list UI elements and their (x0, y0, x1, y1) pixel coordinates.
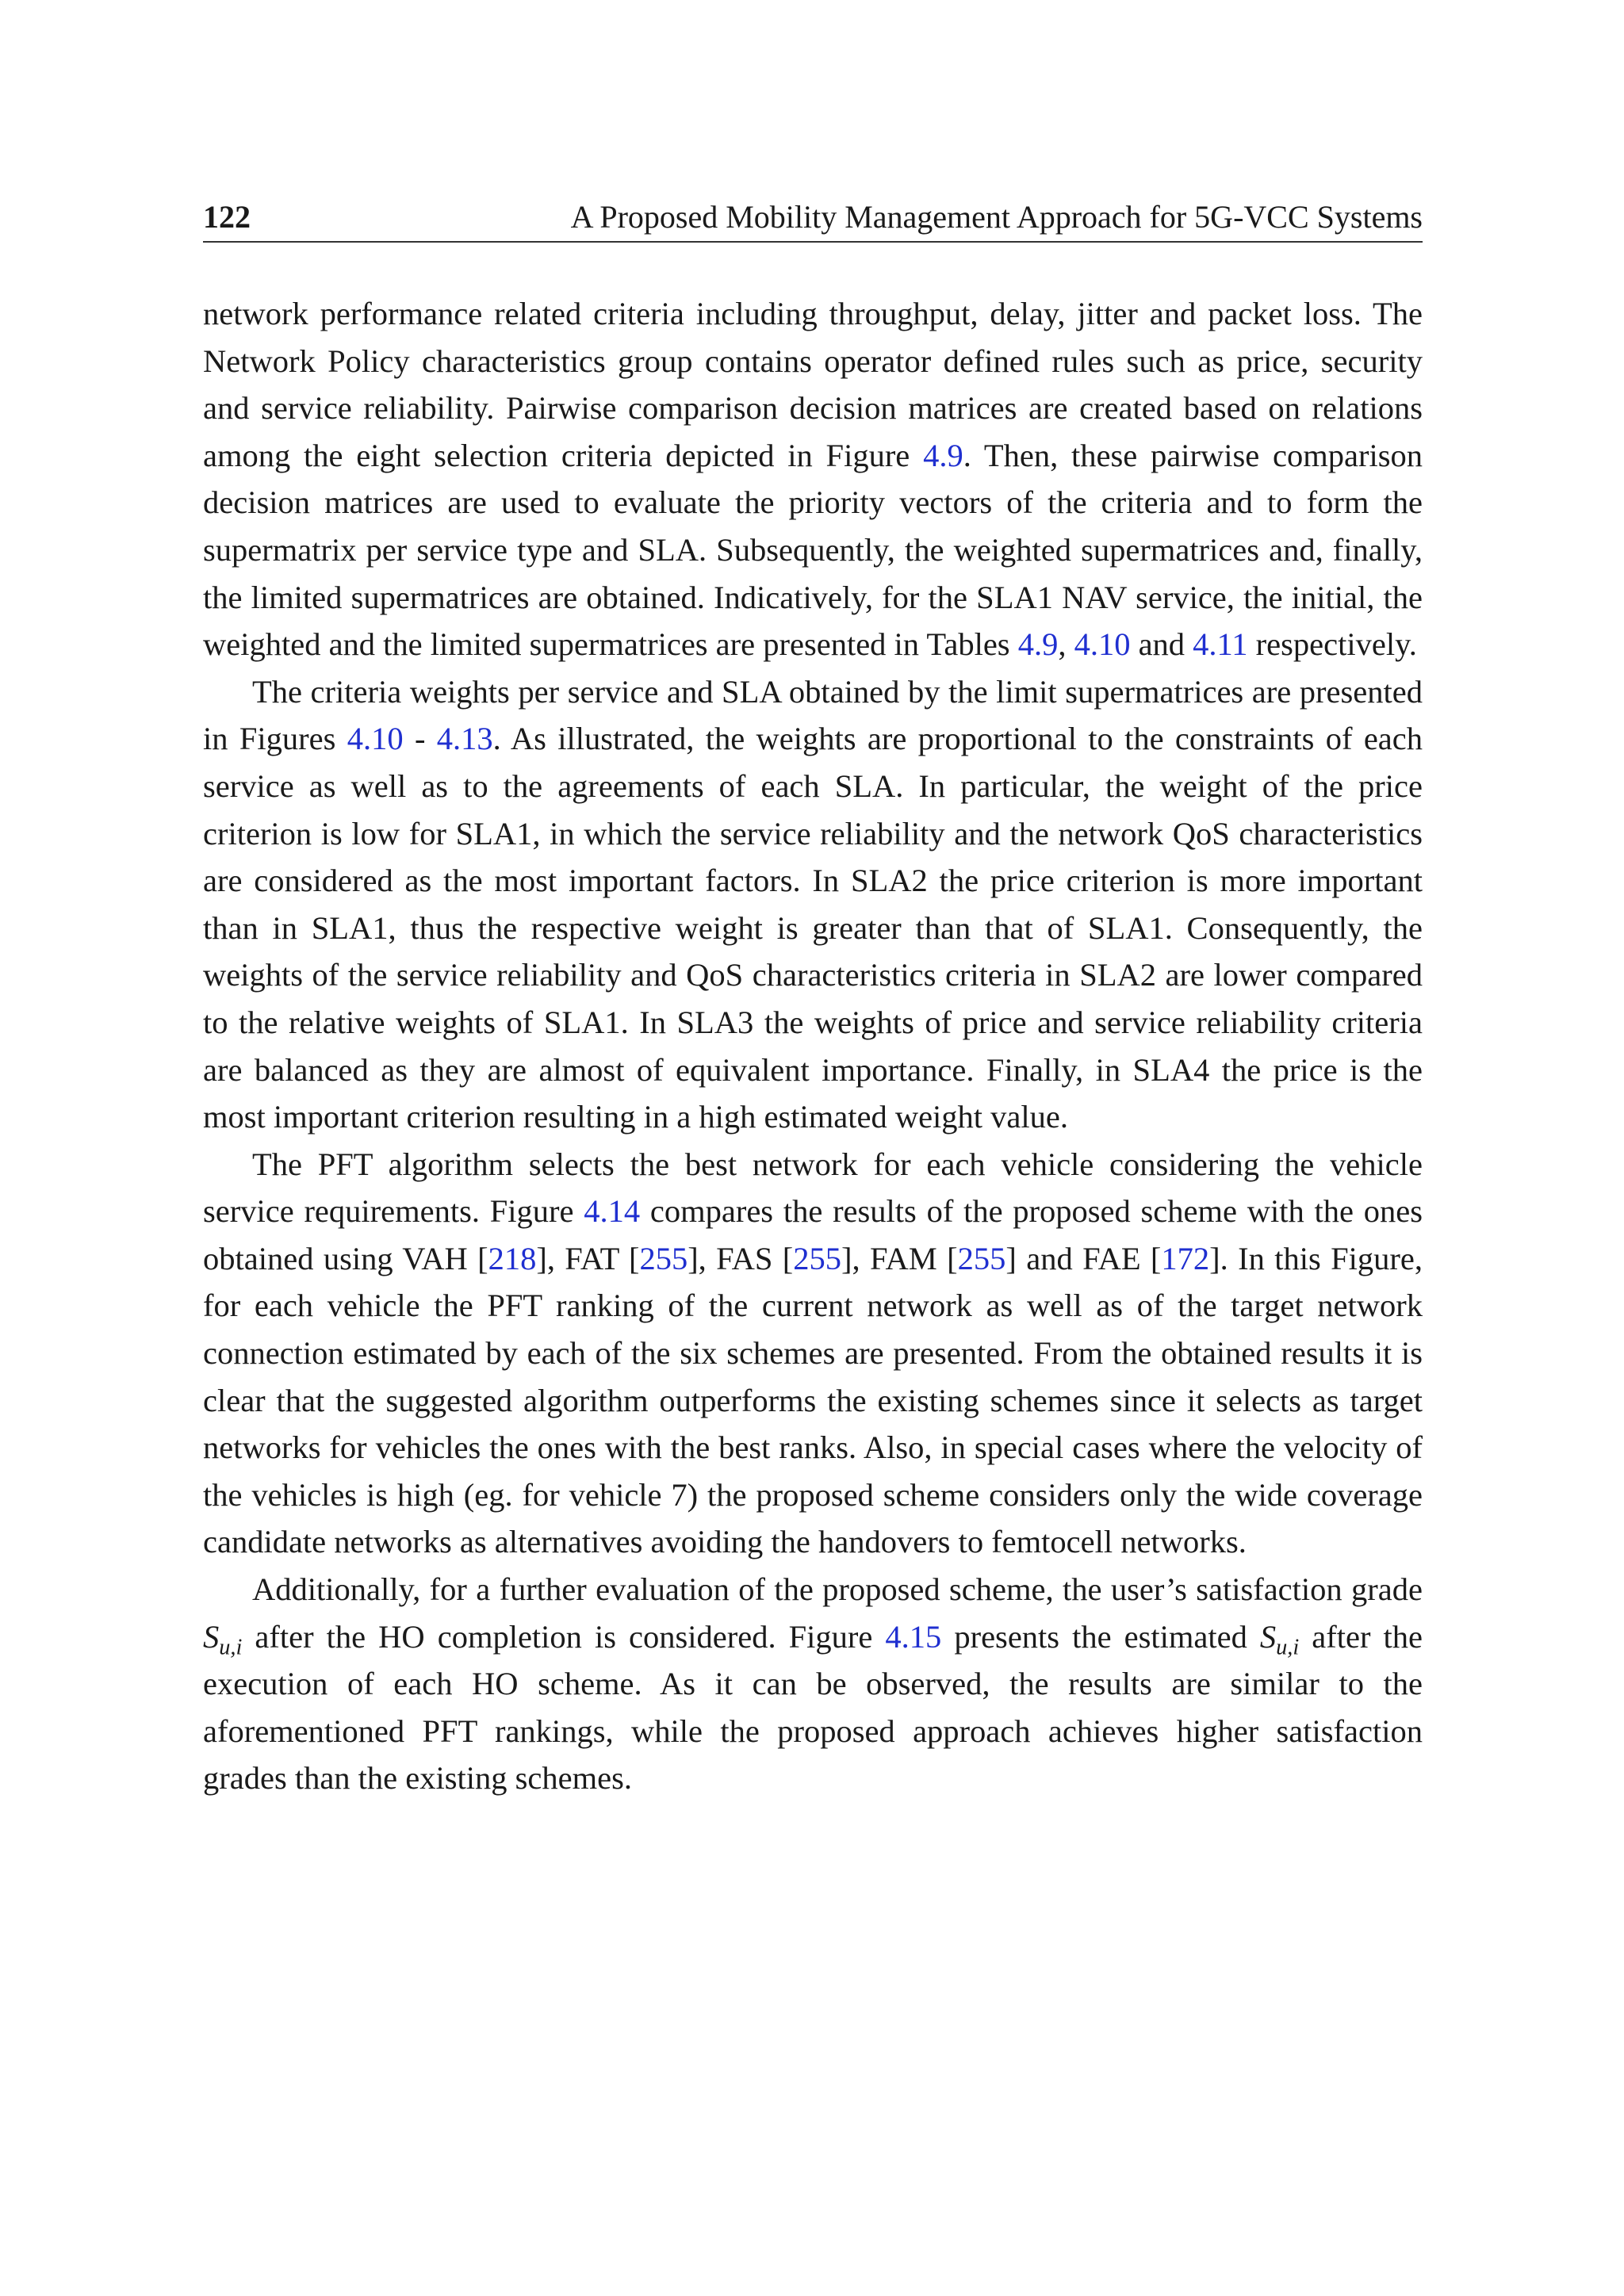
text-run: presents the estimated (941, 1618, 1260, 1655)
text-run: respectively. (1247, 626, 1417, 663)
text-run: ], FAS [ (688, 1240, 794, 1276)
text-run: ], FAT [ (536, 1240, 640, 1276)
body-text (203, 290, 1423, 1802)
text-run: and (1130, 626, 1193, 663)
page-number: 122 (203, 199, 251, 235)
citation-ref-255[interactable]: 255 (793, 1240, 842, 1276)
math-subscript: u,i (219, 1635, 243, 1660)
figure-ref-4-15[interactable]: 4.15 (885, 1618, 942, 1655)
math-subscript: u,i (1276, 1635, 1300, 1660)
text-run: compares the results of the proposed scheme with the ones obtained using VAH [ (203, 1193, 1423, 1276)
paragraph-pft-algorithm (203, 1141, 1423, 1566)
table-ref-4-10[interactable]: 4.10 (1074, 626, 1131, 663)
text-run: - (403, 721, 437, 757)
citation-ref-218[interactable]: 218 (488, 1240, 537, 1276)
text-run: . As illustrated, the weights are proportional to the constraints of each service as well as to the agreements of each SLA. In particular, the weight of the price criterion is low for SLA1, in which the service reliability and the network QoS characteristics are considered as the most important factors. In SLA2 the price criterion is more important than in SLA1, thus the respective weight is greater than that of SLA1. Consequently, the weights of the service reliability and QoS characteristics criteria in SLA2 are lower compared to the relative weights of SLA1. In SLA3 the weights of price and service reliability criteria are balanced as they are almost of equivalent importance. Finally, in SLA4 the price is the most important criterion resulting in a high estimated weight value. (203, 721, 1423, 1135)
text-run: The criteria weights per service and SLA obtained by the limit supermatrices are presented in Figures (203, 673, 1423, 757)
text-run: after the HO completion is considered. Figure (242, 1618, 886, 1655)
figure-ref-4-9[interactable]: 4.9 (923, 437, 963, 473)
text-run: Additionally, for a further evaluation of the proposed scheme, the user’s satisfaction grade (252, 1571, 1423, 1608)
text-run: ], FAM [ (841, 1240, 958, 1276)
text-run: ] and FAE [ (1005, 1240, 1162, 1276)
math-symbol: S (203, 1618, 220, 1655)
citation-ref-172[interactable]: 172 (1161, 1240, 1210, 1276)
figure-ref-4-14[interactable]: 4.14 (584, 1193, 641, 1230)
text-run: . Then, these pairwise comparison decision matrices are used to evaluate the priority vectors of the criteria and to form the supermatrix per service type and SLA. Subsequently, the weighted supermatrices and, finally, the limited supermatrices are obtained. Indicatively, for the SLA1 NAV service, the initial, the weighted and the limited supermatrices are presented in Tables (203, 437, 1423, 663)
text-run: The PFT algorithm selects the best network for each vehicle considering the vehicle service requirements. Figure (203, 1146, 1423, 1230)
page-header (203, 195, 1423, 243)
math-symbol: S (1259, 1618, 1277, 1655)
text-run: network performance related criteria including throughput, delay, jitter and packet loss. The Network Policy characteristics group contains operator defined rules such as price, security and service reliability. Pairwise comparison decision matrices are created based on relations among the eight selection criteria depicted in Figure (203, 296, 1423, 473)
text-run: after the execution of each HO scheme. As it can be observed, the results are similar to the aforementioned PFT rankings, while the proposed approach achieves higher satisfaction grades than the existing schemes. (203, 1618, 1423, 1797)
running-chapter-title: A Proposed Mobility Management Approach for 5G-VCC Systems (570, 199, 1423, 235)
paragraph-criteria-weights (203, 668, 1423, 1141)
table-ref-4-11[interactable]: 4.11 (1193, 626, 1248, 663)
table-ref-4-9[interactable]: 4.9 (1017, 626, 1059, 663)
paragraph-satisfaction-grade (203, 1566, 1423, 1802)
text-run: , (1058, 626, 1074, 663)
figure-ref-4-10[interactable]: 4.10 (347, 721, 404, 757)
satisfaction-grade-symbol (1259, 1618, 1300, 1660)
citation-ref-255[interactable]: 255 (957, 1240, 1006, 1276)
satisfaction-grade-symbol (203, 1618, 243, 1660)
paragraph-criteria-groups (203, 290, 1423, 668)
text-run: ]. In this Figure, for each vehicle the PFT ranking of the current network as well as of the target network connection estimated by each of the six schemes are presented. From the obtained results it is clear that the suggested algorithm outperforms the existing schemes since it selects as target networks for vehicles the ones with the best ranks. Also, in special cases where the velocity of the vehicles is high (eg. for vehicle 7) the proposed scheme considers only the wide coverage candidate networks as alternatives avoiding the handovers to femtocell networks. (203, 1240, 1423, 1560)
citation-ref-255[interactable]: 255 (639, 1240, 688, 1276)
figure-ref-4-13[interactable]: 4.13 (436, 721, 493, 757)
